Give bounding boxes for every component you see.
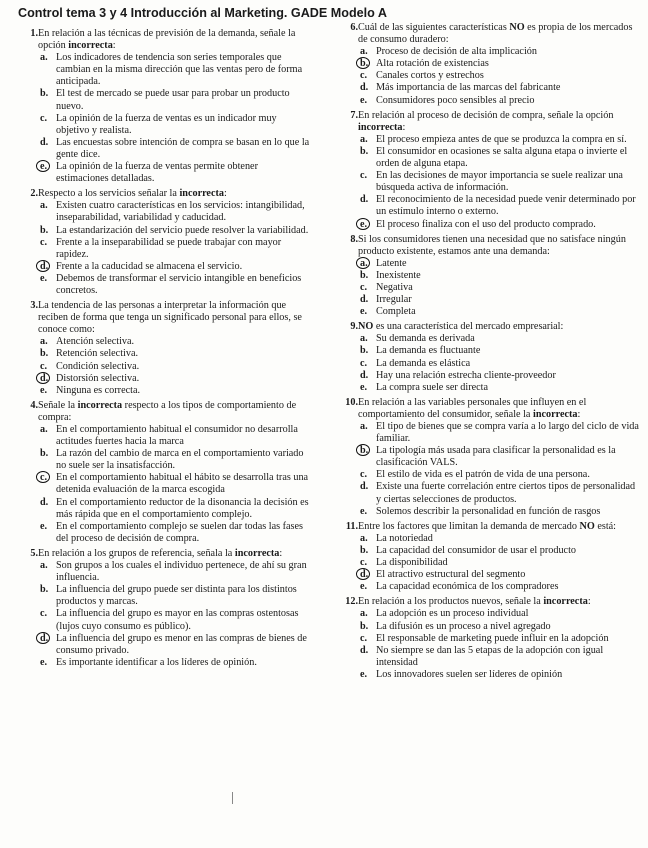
option-letter: e. bbox=[360, 218, 368, 230]
left-column bbox=[10, 28, 310, 672]
option-letter: e. bbox=[360, 306, 368, 318]
option-text: Hay una relación estrecha cliente-proveedor bbox=[376, 369, 556, 381]
answer-option[interactable] bbox=[358, 633, 642, 645]
question-stem bbox=[358, 321, 642, 333]
option-text: Latente bbox=[376, 257, 407, 269]
option-text: La opinión de la fuerza de ventas es un indicador muy objetivo y realista. bbox=[56, 112, 277, 136]
question-number: 9. bbox=[350, 321, 358, 333]
answer-option[interactable] bbox=[358, 333, 642, 345]
option-letter: e. bbox=[40, 520, 48, 532]
option-text: Los indicadores de tendencia son series temporales que cambian en la misma dirección que las ventas pero de forma anticipada. bbox=[56, 52, 303, 88]
option-letter: a. bbox=[360, 608, 368, 620]
option-letter: b. bbox=[40, 224, 49, 236]
answer-option[interactable] bbox=[358, 294, 642, 306]
question-number: 8. bbox=[350, 233, 358, 245]
question-stem bbox=[358, 234, 642, 258]
option-text: La difusión es un proceso a nivel agregado bbox=[376, 620, 551, 632]
answer-option[interactable] bbox=[358, 270, 642, 282]
answer-option[interactable] bbox=[358, 421, 642, 445]
option-text: La demanda es fluctuante bbox=[376, 345, 481, 357]
option-text: El proceso finaliza con el uso del producto comprado. bbox=[376, 218, 596, 230]
option-letter: e. bbox=[360, 581, 368, 593]
answer-option[interactable] bbox=[38, 472, 310, 496]
option-text: La tipología más usada para clasificar la personalidad es la clasificación VALS. bbox=[376, 445, 616, 469]
stem-text: es una característica del mercado empresarial: bbox=[373, 321, 564, 333]
question-number: 6. bbox=[350, 22, 358, 33]
option-letter: d. bbox=[360, 294, 369, 306]
answer-option[interactable] bbox=[358, 581, 642, 593]
stem-text: está: bbox=[594, 520, 616, 532]
answer-option[interactable] bbox=[38, 52, 310, 88]
answer-option[interactable] bbox=[358, 82, 642, 94]
question-number: 11. bbox=[345, 520, 358, 532]
option-text: Negativa bbox=[376, 281, 413, 293]
option-letter: c. bbox=[360, 557, 368, 569]
question bbox=[10, 28, 310, 185]
stem-text: En relación a los productos nuevos, señale la bbox=[358, 596, 544, 608]
stem-text: : bbox=[112, 40, 116, 52]
answer-option[interactable] bbox=[38, 261, 310, 273]
stem-emphasis: incorrecta bbox=[234, 547, 280, 559]
answer-option[interactable] bbox=[38, 161, 310, 185]
option-text: El proceso empieza antes de que se produzca la compra en sí. bbox=[376, 133, 627, 145]
stem-text: Cuál de las siguientes características bbox=[358, 22, 510, 33]
option-letter: a. bbox=[360, 333, 368, 345]
stem-text: La tendencia de las personas a interpretar la información que reciben de forma que tenga un significado personal para ellos, se conoce como: bbox=[38, 300, 302, 336]
option-text: Los innovadores suelen ser líderes de opinión bbox=[376, 668, 563, 680]
option-letter: b. bbox=[360, 620, 369, 632]
option-letter: e. bbox=[360, 668, 368, 680]
option-letter: d. bbox=[360, 369, 369, 381]
question-number: 7. bbox=[350, 109, 358, 121]
option-letter: b. bbox=[360, 58, 369, 70]
option-letter: d. bbox=[360, 569, 369, 581]
option-text: El responsable de marketing puede influir en la adopción bbox=[376, 632, 609, 644]
answer-option[interactable] bbox=[38, 497, 310, 521]
option-text: En el comportamiento habitual el hábito se desarrolla tras una detenida evaluación de la marca escogida bbox=[56, 472, 309, 496]
option-letter: e. bbox=[360, 505, 368, 517]
option-text: Distorsión selectiva. bbox=[56, 372, 140, 384]
answer-option[interactable] bbox=[38, 273, 310, 297]
question bbox=[330, 234, 642, 319]
stem-text: : bbox=[587, 596, 591, 608]
option-text: Es importante identificar a los líderes de opinión. bbox=[56, 656, 257, 668]
option-letter: b. bbox=[360, 345, 369, 357]
option-letter: e. bbox=[360, 381, 368, 393]
option-text: Su demanda es derivada bbox=[376, 333, 475, 345]
question-stem bbox=[38, 400, 310, 424]
answer-option[interactable] bbox=[358, 345, 642, 357]
option-text: Inexistente bbox=[376, 269, 421, 281]
option-letter: c. bbox=[40, 608, 48, 620]
option-text: En el comportamiento complejo se suelen dar todas las fases del proceso de decisión de compra. bbox=[56, 520, 303, 544]
answer-option[interactable] bbox=[358, 170, 642, 194]
pencil-mark bbox=[232, 792, 233, 804]
option-letter: d. bbox=[360, 644, 369, 656]
option-letter: a. bbox=[40, 560, 48, 572]
option-letter: c. bbox=[360, 170, 368, 182]
question-number: 10. bbox=[345, 396, 358, 408]
option-text: El tipo de bienes que se compra varía a lo largo del ciclo de vida familiar. bbox=[376, 421, 639, 445]
stem-text: Entre los factores que limitan la demanda de mercado bbox=[358, 520, 580, 532]
question bbox=[330, 596, 642, 681]
answer-option[interactable] bbox=[38, 521, 310, 545]
option-letter: c. bbox=[360, 281, 368, 293]
question-number: 3. bbox=[30, 300, 38, 312]
answer-option[interactable] bbox=[38, 448, 310, 472]
option-text: La influencia del grupo es mayor en las compras ostentosas (lujos cuyo consumo es público). bbox=[56, 608, 299, 632]
answer-option[interactable] bbox=[38, 237, 310, 261]
question-stem bbox=[358, 596, 642, 608]
option-letter: c. bbox=[360, 70, 368, 82]
option-text: En las decisiones de mayor importancia se suele realizar una búsqueda activa de información. bbox=[376, 170, 623, 194]
option-text: La capacidad económica de los compradores bbox=[376, 581, 559, 593]
stem-text: En relación a las técnicas de previsión de la demanda, señale la opción bbox=[38, 28, 296, 52]
answer-option[interactable] bbox=[358, 46, 642, 58]
stem-emphasis: NO bbox=[509, 22, 525, 33]
option-letter: e. bbox=[40, 384, 48, 396]
option-letter: a. bbox=[40, 52, 48, 64]
answer-option[interactable] bbox=[38, 584, 310, 608]
answer-option[interactable] bbox=[38, 424, 310, 448]
option-text: La influencia del grupo es menor en las compras de bienes de consumo privado. bbox=[56, 632, 307, 656]
question bbox=[10, 400, 310, 545]
option-letter: a. bbox=[360, 257, 368, 269]
answer-option[interactable] bbox=[358, 469, 642, 481]
question-stem bbox=[358, 110, 642, 134]
option-text: La razón del cambio de marca en el comportamiento variado no suele ser la insatisfacción. bbox=[56, 448, 304, 472]
option-text: Existe una fuerte correlación entre ciertos tipos de personalidad y ciertas selecciones de productos. bbox=[376, 481, 636, 505]
option-letter: d. bbox=[360, 82, 369, 94]
option-letter: d. bbox=[40, 632, 49, 644]
stem-text: En relación a los grupos de referencia, señala la bbox=[38, 547, 235, 559]
question-stem bbox=[38, 548, 310, 560]
option-letter: b. bbox=[360, 145, 369, 157]
option-text: La influencia del grupo puede ser distinta para los distintos productos y marcas. bbox=[56, 584, 297, 608]
answer-option[interactable] bbox=[38, 336, 310, 348]
stem-emphasis: incorrecta bbox=[68, 40, 113, 52]
question bbox=[330, 521, 642, 594]
answer-option[interactable] bbox=[358, 258, 642, 270]
option-text: La opinión de la fuerza de ventas permite obtener estimaciones detalladas. bbox=[56, 161, 258, 185]
stem-text: respecto a los tipos de comportamiento de compra: bbox=[38, 399, 297, 423]
answer-option[interactable] bbox=[38, 633, 310, 657]
answer-option[interactable] bbox=[358, 669, 642, 681]
stem-emphasis: incorrecta bbox=[179, 188, 224, 200]
answer-option[interactable] bbox=[38, 88, 310, 112]
option-text: Frente a la inseparabilidad se puede trabajar con mayor rapidez. bbox=[56, 236, 282, 260]
option-letter: c. bbox=[40, 360, 48, 372]
option-letter: e. bbox=[40, 161, 48, 173]
option-text: La adopción es un proceso individual bbox=[376, 608, 529, 620]
option-letter: a. bbox=[360, 46, 368, 58]
option-letter: d. bbox=[360, 194, 369, 206]
question-number: 2. bbox=[30, 188, 38, 200]
option-text: Solemos describir la personalidad en función de rasgos bbox=[376, 505, 601, 517]
question-stem bbox=[38, 300, 310, 336]
stem-emphasis: NO bbox=[358, 321, 374, 333]
stem-emphasis: NO bbox=[579, 520, 595, 532]
question bbox=[330, 397, 642, 518]
question bbox=[330, 110, 642, 231]
option-text: Debemos de transformar el servicio intangible en beneficios concretos. bbox=[56, 272, 302, 296]
question bbox=[10, 300, 310, 397]
answer-option[interactable] bbox=[358, 358, 642, 370]
answer-option[interactable] bbox=[358, 306, 642, 318]
option-text: En el comportamiento habitual el consumidor no desarrolla actitudes fuertes hacia la marca bbox=[56, 424, 298, 448]
answer-option[interactable] bbox=[38, 385, 310, 397]
option-letter: b. bbox=[40, 88, 49, 100]
question-stem bbox=[358, 521, 642, 533]
option-text: El estilo de vida es el patrón de vida de una persona. bbox=[376, 469, 590, 481]
option-letter: c. bbox=[360, 632, 368, 644]
answer-option[interactable] bbox=[358, 134, 642, 146]
option-letter: d. bbox=[40, 496, 49, 508]
option-text: El test de mercado se puede usar para probar un producto nuevo. bbox=[56, 88, 290, 112]
option-text: Condición selectiva. bbox=[56, 360, 140, 372]
option-letter: a. bbox=[40, 336, 48, 348]
answer-option[interactable] bbox=[38, 225, 310, 237]
option-text: Existen cuatro características en los servicios: intangibilidad, inseparabilidad, variabilidad y caducidad. bbox=[56, 200, 305, 224]
option-text: La demanda es elástica bbox=[376, 357, 471, 369]
answer-option[interactable] bbox=[38, 113, 310, 137]
option-letter: d. bbox=[40, 136, 49, 148]
option-text: La estandarización del servicio puede resolver la variabilidad. bbox=[56, 224, 309, 236]
option-text: Ninguna es correcta. bbox=[56, 384, 141, 396]
answer-option[interactable] bbox=[358, 70, 642, 82]
answer-option[interactable] bbox=[358, 382, 642, 394]
option-text: El consumidor en ocasiones se salta alguna etapa o invierte el orden de alguna etapa. bbox=[376, 145, 628, 170]
question-number: 12. bbox=[345, 596, 358, 608]
option-text: La disponibilidad bbox=[376, 557, 448, 569]
stem-emphasis: incorrecta bbox=[543, 596, 588, 608]
answer-option[interactable] bbox=[38, 200, 310, 224]
question-number: 5. bbox=[30, 547, 38, 559]
option-text: Son grupos a los cuales el individuo pertenece, de ahí su gran influencia. bbox=[56, 560, 307, 584]
stem-text: : bbox=[223, 188, 227, 200]
right-column bbox=[330, 22, 642, 684]
stem-text: Si los consumidores tienen una necesidad que no satisface ningún producto existente, estamos ante una demanda: bbox=[358, 233, 626, 257]
question-stem bbox=[38, 28, 310, 52]
option-text: El atractivo estructural del segmento bbox=[376, 569, 526, 581]
option-letter: b. bbox=[40, 584, 49, 596]
answer-option[interactable] bbox=[38, 657, 310, 669]
answer-option[interactable] bbox=[38, 608, 310, 632]
stem-text: : bbox=[402, 121, 406, 133]
answer-option[interactable] bbox=[358, 219, 642, 231]
option-text: Frente a la caducidad se almacena el servicio. bbox=[56, 260, 243, 272]
stem-text: Respecto a los servicios señalar la bbox=[38, 188, 180, 200]
option-letter: b. bbox=[360, 445, 369, 457]
stem-text: es propia de los mercados de consumo duradero: bbox=[358, 22, 633, 46]
option-text: No siempre se dan las 5 etapas de la adopción con igual intensidad bbox=[376, 644, 604, 668]
option-text: Consumidores poco sensibles al precio bbox=[376, 94, 535, 106]
option-text: El reconocimiento de la necesidad puede venir determinado por un estímulo interno o externo. bbox=[376, 194, 636, 218]
answer-option[interactable] bbox=[358, 95, 642, 107]
option-text: Canales cortos y estrechos bbox=[376, 70, 484, 82]
page-title: Control tema 3 y 4 Introducción al Marketing. GADE Modelo A bbox=[18, 6, 387, 20]
option-letter: c. bbox=[40, 472, 48, 484]
stem-emphasis: incorrecta bbox=[533, 408, 578, 420]
question-stem bbox=[38, 188, 310, 200]
question bbox=[10, 548, 310, 669]
option-text: Irregular bbox=[376, 294, 412, 306]
question bbox=[330, 321, 642, 394]
question-number: 4. bbox=[30, 399, 38, 411]
answer-option[interactable] bbox=[38, 560, 310, 584]
option-letter: a. bbox=[40, 424, 48, 435]
option-letter: a. bbox=[360, 133, 368, 145]
option-letter: b. bbox=[360, 544, 369, 556]
option-letter: b. bbox=[360, 269, 369, 281]
option-text: En el comportamiento reductor de la disonancia la decisión es más rápida que en el comportamiento complejo. bbox=[56, 496, 309, 520]
option-letter: a. bbox=[360, 532, 368, 544]
option-text: Atención selectiva. bbox=[56, 336, 135, 348]
stem-emphasis: incorrecta bbox=[77, 399, 123, 411]
option-letter: e. bbox=[40, 272, 48, 284]
option-letter: c. bbox=[40, 236, 48, 248]
stem-text: En relación al proceso de decisión de compra, señale la opción bbox=[358, 109, 614, 121]
stem-text: En relación a las variables personales que influyen en el comportamiento del consumidor, señale la bbox=[358, 396, 587, 420]
answer-option[interactable] bbox=[358, 445, 642, 469]
option-letter: d. bbox=[40, 260, 49, 272]
option-letter: d. bbox=[40, 372, 49, 384]
answer-option[interactable] bbox=[358, 481, 642, 505]
answer-option[interactable] bbox=[358, 621, 642, 633]
option-text: Más importancia de las marcas del fabricante bbox=[376, 82, 561, 94]
option-letter: d. bbox=[360, 481, 369, 493]
option-text: La compra suele ser directa bbox=[376, 381, 489, 393]
option-letter: e. bbox=[360, 94, 368, 106]
question-stem bbox=[358, 22, 642, 46]
answer-option[interactable] bbox=[358, 58, 642, 70]
option-text: La notoriedad bbox=[376, 532, 433, 544]
option-letter: b. bbox=[40, 348, 49, 360]
stem-text: : bbox=[279, 547, 283, 559]
answer-option[interactable] bbox=[38, 361, 310, 373]
option-text: Las encuestas sobre intención de compra se basan en lo que la gente dice. bbox=[56, 136, 310, 160]
option-letter: e. bbox=[40, 656, 48, 668]
option-letter: a. bbox=[40, 200, 48, 212]
question bbox=[10, 188, 310, 297]
question bbox=[330, 22, 642, 107]
stem-text: : bbox=[577, 408, 581, 420]
answer-option[interactable] bbox=[358, 557, 642, 569]
answer-option[interactable] bbox=[358, 506, 642, 518]
option-letter: c. bbox=[360, 357, 368, 369]
question-number: 1. bbox=[30, 28, 38, 39]
option-text: Completa bbox=[376, 306, 416, 318]
answer-option[interactable] bbox=[358, 569, 642, 581]
answer-option[interactable] bbox=[38, 373, 310, 385]
answer-option[interactable] bbox=[358, 370, 642, 382]
option-letter: c. bbox=[40, 112, 48, 124]
answer-option[interactable] bbox=[358, 533, 642, 545]
answer-option[interactable] bbox=[358, 608, 642, 620]
option-text: Proceso de decisión de alta implicación bbox=[376, 46, 537, 58]
option-letter: a. bbox=[360, 421, 368, 432]
answer-option[interactable] bbox=[358, 545, 642, 557]
stem-text: Señale la bbox=[38, 399, 78, 411]
option-text: La capacidad del consumidor de usar el producto bbox=[376, 544, 576, 556]
answer-option[interactable] bbox=[38, 348, 310, 360]
option-text: Retención selectiva. bbox=[56, 348, 139, 360]
stem-emphasis: incorrecta bbox=[358, 121, 403, 133]
answer-option[interactable] bbox=[358, 645, 642, 669]
answer-option[interactable] bbox=[358, 194, 642, 218]
question-stem bbox=[358, 397, 642, 421]
answer-option[interactable] bbox=[358, 146, 642, 170]
option-letter: b. bbox=[40, 448, 49, 460]
option-text: Alta rotación de existencias bbox=[376, 58, 489, 70]
answer-option[interactable] bbox=[38, 137, 310, 161]
option-letter: c. bbox=[360, 469, 368, 481]
answer-option[interactable] bbox=[358, 282, 642, 294]
